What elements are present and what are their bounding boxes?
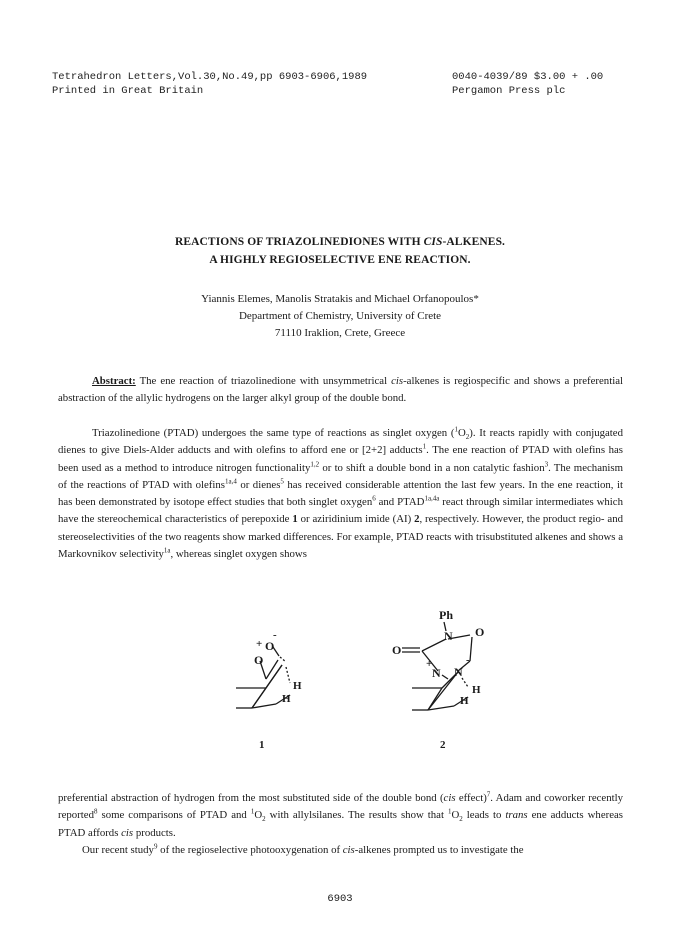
publisher: Pergamon Press plc — [452, 85, 566, 97]
article-title-line2: A HIGHLY REGIOSELECTIVE ENE REACTION. — [209, 254, 471, 266]
author-department: Department of Chemistry, University of Crete — [238, 310, 442, 322]
abstract: Abstract: The ene reaction of triazolinedione with unsymmetrical cis-alkenes is regiospecific and shows a preferential abstraction of the allylic hydrogens on the larger alkyl group of the double bond. — [58, 375, 623, 405]
comparison-paragraph: preferential abstraction of hydrogen from the most substituted side of the double bond (cis effect)$^7$. Adam and coworker recently reported$^8$ some comparisons of PTAD and $^1O_2$ with allylsilanes. The results show that $^1O_2$ leads to trans ene adducts whereas PTAD affords cis products. Our recent study$^9$ of the regioselective photooxygenation of cis-alkenes prompted us to investigate the — [58, 790, 623, 859]
motivation-paragraph: Our recent study$^9$ of the regioselective photooxygenation of cis-alkenes prompted us to investigate the — [82, 842, 524, 856]
s2-oxygen-right: O — [475, 625, 485, 639]
s2-plus-charge: + — [426, 658, 433, 670]
page-number: 6903 — [327, 893, 353, 905]
s1-oxygen-top: O — [265, 639, 275, 653]
author-names: Yiannis Elemes, Manolis Stratakis and Michael Orfanopoulos* — [201, 293, 479, 305]
printed-in: Printed in Great Britain — [52, 85, 204, 97]
s2-phenyl: Ph — [439, 608, 454, 622]
s2-nitrogen-top: N — [444, 629, 453, 643]
s2-nitrogen-minus: N — [454, 665, 463, 679]
abstract-label: Abstract: — [92, 375, 136, 387]
journal-citation: Tetrahedron Letters,Vol.30,No.49,pp 6903-6906,1989 — [52, 71, 368, 83]
structures-figure — [0, 605, 680, 785]
s1-hydrogen-1: H — [293, 680, 302, 692]
price-header — [452, 70, 603, 98]
s2-nitrogen-plus: N — [432, 666, 441, 680]
s2-hydrogen-2: H — [460, 695, 469, 707]
s2-hydrogen-1: H — [472, 684, 481, 696]
s1-plus-charge: + — [256, 638, 263, 650]
author-block — [0, 291, 680, 342]
s1-compound-label: 1 — [259, 739, 265, 751]
s2-minus-charge: - — [466, 654, 470, 666]
s1-hydrogen-2: H — [282, 693, 291, 705]
journal-header — [52, 70, 367, 98]
s2-oxygen-left: O — [392, 643, 402, 657]
issn-price: 0040-4039/89 $3.00 + .00 — [452, 71, 604, 83]
article-title-line1: REACTIONS OF TRIAZOLINEDIONES WITH CIS-ALKENES. — [174, 236, 506, 248]
s2-compound-label: 2 — [440, 739, 446, 751]
intro-paragraph: Triazolinedione (PTAD) undergoes the same type of reactions as singlet oxygen $(^1O_2)$. It reacts rapidly with conjugated dienes to give Diels-Alder adducts and with olefins to afford ene or [2+2] adducts$^1$. The ene reaction of PTAD with olefins has been used as a method to introduce nitrogen functionality$^{1,2}$ or to shift a double bond in a non catalytic fashion$^3$. The mechanism of the reactions of PTAD with olefins$^{1a,4}$ or dienes$^5$ has received considerable attention the last few years. In the ene reaction, it has been demonstrated by isotope effect studies that both singlet oxygen$^6$ and $PTAD^{1a,4a}$ react through similar intermediates which have the stereochemical characteristics of perepoxide 1 or aziridinium imide (AI) 2, respectively. However, the product regio- and stereoselectivities of the two reagents show marked differences. For example, PTAD reacts with trisubstituted alkenes and shows a Markovnikov selectivity$^{1a}$, whereas singlet oxygen shows — [58, 425, 623, 561]
author-address: 71110 Iraklion, Crete, Greece — [274, 327, 406, 339]
s1-oxygen-bottom: O — [254, 653, 264, 667]
s1-minus-charge: - — [273, 629, 277, 641]
